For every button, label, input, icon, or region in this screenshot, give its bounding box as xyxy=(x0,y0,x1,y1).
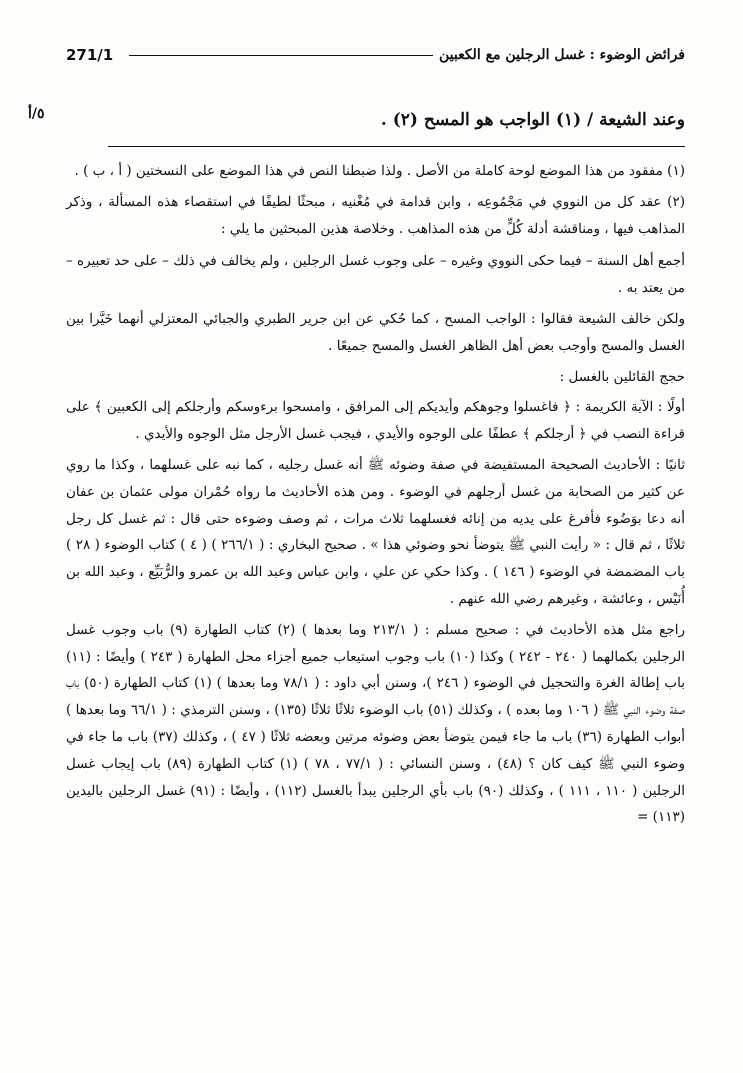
main-text-line: وعند الشيعة / (١) الواجب هو المسح (٢) . xyxy=(380,110,685,130)
running-title: فرائض الوضوء : غسل الرجلين مع الكعبين xyxy=(438,47,685,63)
manuscript-folio-mark: ٥/أ xyxy=(28,106,45,122)
footnote-paragraph: راجع مثل هذه الأحاديث في : صحيح مسلم : ( ٢١٣/١ وما بعدها ) (٢) كتاب الطهارة (٩) باب وجوب غسل الرجلين بكمالهما ( ٢٤٠ - ٢٤٢ ) وكذا (١٠) باب وجوب استيعاب جميع أجزاء محل الطهارة ( ٢٤٣ ) وأيضًا : (١١) باب إطالة الغرة والتحجيل في الوضوء ( ٢٤٦ )، وسنن أبي داود : ( ٧٨/١ وما بعدها ) (١) كتاب الطهارة (٥٠) باب صفة وضوء النبي ﷺ ( ١٠٦ وما بعده ) ، وكذلك (٥١) باب الوضوء ثلاثًا ثلاثًا (١٣٥) ، وسنن الترمذي : ( ٦٦/١ وما بعدها ) أبواب الطهارة (٣٦) باب ما جاء فيمن يتوضأ بعض وضوئه مرتين وبعضه ثلاثًا ( ٤٧ ) ، وكذلك (٣٧) باب ما جاء في وضوء النبي ﷺ كيف كان ؟ (٤٨) ، وسنن النسائي : ( ٧٧/١ ، ٧٨ ) (١) كتاب الطهارة (٨٩) باب إيجاب غسل الرجلين ( ١١٠ ، ١١١ ) ، وكذلك (٩٠) باب بأي الرجلين يبدأ بالغسل (١١٢) ، وأيضًا : (٩١) غسل الرجلين باليدين (١١٣) = xyxy=(66,621,686,826)
page-number: 271/1 xyxy=(66,46,114,64)
footnote-paragraph: أجمع أهل السنة – فيما حكى النووي وغيره – على وجوب غسل الرجلين ، ولم يخالف في ذلك – على حد تعبيره – من يعتد به . xyxy=(66,253,685,297)
footnote-separator xyxy=(108,146,685,147)
header-rule xyxy=(129,55,433,56)
footnote-2: (٢) عقد كل من النووي في مَجْمُوعِه ، وابن قدامة في مُغْنيه ، مبحثًا لطيفًا في استقصاء هذه المسألة ، وذكر المذاهب فيها ، ومناقشة أدلة كُلٍّ من هذه المذاهب . وخلاصة هذين المبحثين ما يلي : xyxy=(66,193,685,237)
running-header xyxy=(66,46,685,64)
footnote-paragraph: ثانيًا : الأحاديث الصحيحة المستفيضة في صفة وضوئه ﷺ أنه غسل رجليه ، كما نبه على غسلهما ، وكذا ما روي عن كثير من الصحابة من غسل أرجلهم في الوضوء . ومن هذه الأحاديث ما رواه حُمْران مولى عثمان بن عفان أنه دعا بوَضُوء فأفرغ على يديه من إنائه فغسلهما ثلاث مرات ، ثم وصف وضوءه حتى قال : ثم غسل كل رجل ثلاثًا ، ثم قال : « رأيت النبي ﷺ يتوضأ نحو وضوئي هذا » . صحيح البخاري : ( ٢٦٦/١ ) ( ٤ ) كتاب الوضوء ( ٢٨ ) باب المضمضة في الوضوء ( ١٤٦ ) . وكذا حكي عن علي ، وابن عباس وعبد الله بن عمرو والرُّبَيِّع ، وعبد الله بن أُنَيْس ، وعائشة ، وغيرهم رضي الله عنهم . xyxy=(66,456,685,607)
footnote-1: (١) مفقود من هذا الموضع لوحة كاملة من الأصل . ولذا ضبطنا النص في هذا الموضع على النسختين ( أ ، ب ) . xyxy=(74,163,685,179)
footnote-paragraph: أولًا : الآية الكريمة : ﴿ فاغسلوا وجوهكم وأيديكم إلى المرافق ، وامسحوا برءوسكم وأرجلكم إلى الكعبين ﴾ على قراءة النصب في ﴿ أرجلكم ﴾ عطفًا على الوجوه والأيدي ، فيجب غسل الأرجل مثل الوجوه والأيدي . xyxy=(66,399,685,443)
footnotes xyxy=(66,158,685,835)
footnote-paragraph: حجج القائلين بالغسل : xyxy=(559,368,685,385)
footnote-paragraph: ولكن خالف الشيعة فقالوا : الواجب المسح ، كما حُكي عن ابن جرير الطبري والجبائي المعتزلي أنهما خَيَّرا بين الغسل والمسح وأوجب بعض أهل الظاهر الغسل والمسح جميعًا . xyxy=(66,310,685,354)
